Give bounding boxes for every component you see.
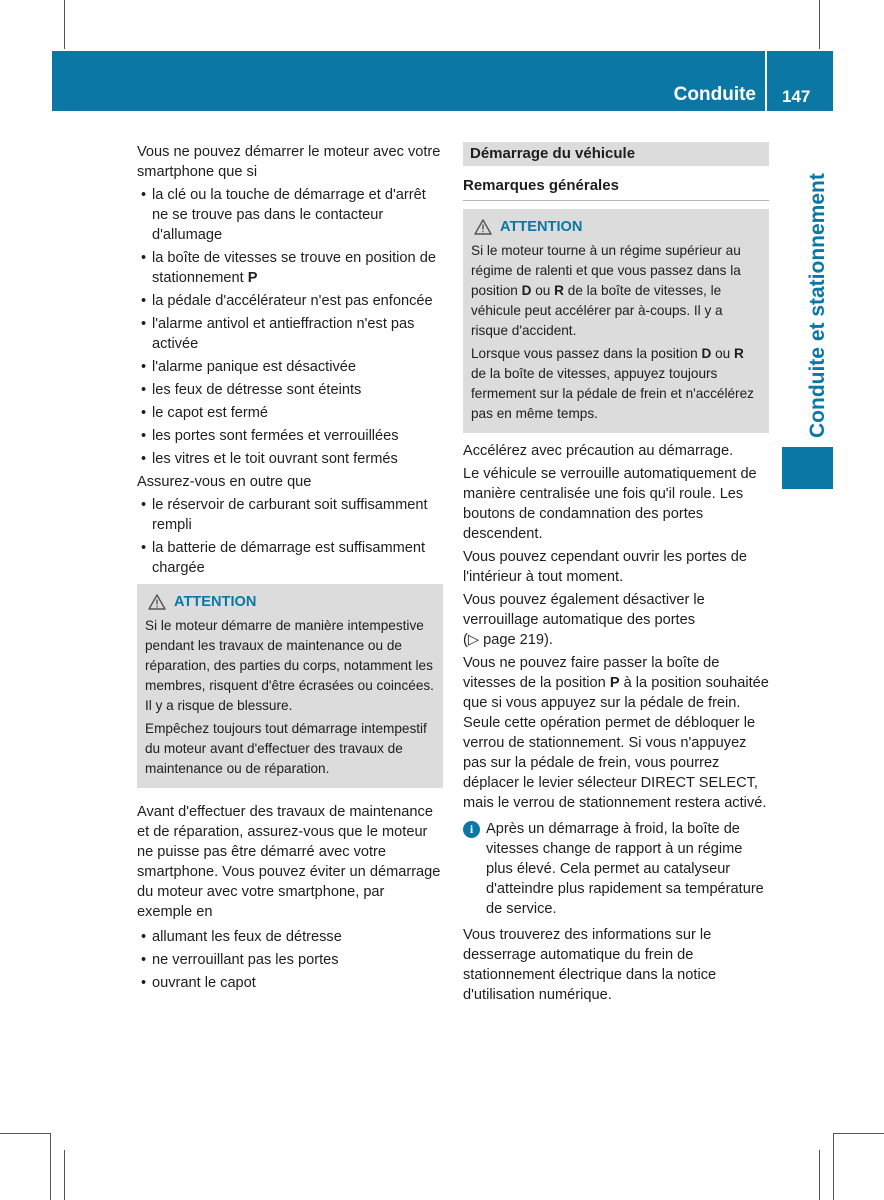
crop-mark <box>819 0 820 49</box>
methods-list <box>137 927 443 993</box>
conditions-list <box>137 185 443 469</box>
paragraph: Vous pouvez également désactiver le verrouillage automatique des portes <box>463 592 705 628</box>
list-item: • l'alarme antivol et antieffraction n'est pas activée <box>137 314 443 354</box>
warning-title: ATTENTION <box>500 219 583 235</box>
right-column <box>463 142 769 1008</box>
warning-heading <box>145 592 435 612</box>
info-icon: i <box>463 821 480 838</box>
list-item: • les feux de détresse sont éteints <box>137 380 443 400</box>
gear-p: P <box>247 270 258 286</box>
info-text: Après un démarrage à froid, la boîte de vitesses change de rapport à un régime plus élevé. Cela permet au catalyseur d'atteindre plus rapidement sa température de service. <box>486 821 764 917</box>
paragraph: Vous pouvez cependant ouvrir les portes de l'intérieur à tout moment. <box>463 549 747 585</box>
paragraph: Vous trouverez des informations sur le desserrage automatique du frein de stationnement électrique dans la notice d'utilisation numérique. <box>463 927 717 1003</box>
section-heading: Démarrage du véhicule <box>463 142 769 166</box>
list-item: • le capot est fermé <box>137 403 443 423</box>
section-title: Conduite <box>673 84 756 105</box>
info-note <box>463 819 769 919</box>
crop-mark <box>834 1133 884 1134</box>
list-item: • les portes sont fermées et verrouillées <box>137 426 443 446</box>
header-separator <box>765 51 767 111</box>
paragraph: Accélérez avec précaution au démarrage. <box>463 443 734 459</box>
crop-mark <box>819 1150 820 1200</box>
left-column <box>137 142 443 996</box>
warning-box <box>463 209 769 433</box>
crop-mark <box>833 1133 834 1200</box>
warning-text: Empêchez toujours tout démarrage intempestif du moteur avant d'effectuer des travaux de maintenance ou de réparation. <box>145 721 427 776</box>
warning-text: Si le moteur tourne à un régime supérieur au régime de ralenti et que vous passez dans la position D ou R de la boîte de vitesses, le véhicule peut accélérer par à-coups. Il y a risque d'accident. <box>471 243 741 338</box>
warning-triangle-icon <box>148 594 166 610</box>
subsection-heading: Remarques générales <box>463 176 769 201</box>
warning-text: Si le moteur démarre de manière intempestive pendant les travaux de maintenance ou de réparation, des parties du corps, notamment les membres, risquent d'être écrasées ou coincées. Il y a risque de blessure. <box>145 618 434 713</box>
list-item: • ouvrant le capot <box>137 973 443 993</box>
paragraph: Le véhicule se verrouille automatiquement de manière centralisée une fois qu'il roule. Les boutons de condamnation des portes descendent. <box>463 466 757 542</box>
paragraph: Avant d'effectuer des travaux de maintenance et de réparation, assurez-vous que le moteur ne puisse pas être démarré avec votre smartphone. Vous pouvez éviter un démarrage du moteur avec votre smartphone, par exemple en <box>137 804 441 920</box>
list-item: • ne verrouillant pas les portes <box>137 950 443 970</box>
chapter-side-label: Conduite et stationnement <box>806 173 829 438</box>
also-list <box>137 495 443 578</box>
warning-title: ATTENTION <box>174 594 257 610</box>
list-item: • l'alarme panique est désactivée <box>137 357 443 377</box>
list-item: • le réservoir de carburant soit suffisamment rempli <box>137 495 443 535</box>
list-item: • les vitres et le toit ouvrant sont fermés <box>137 449 443 469</box>
warning-box <box>137 584 443 788</box>
crop-mark <box>50 1133 51 1200</box>
intro-text: Vous ne pouvez démarrer le moteur avec votre smartphone que si <box>137 144 441 180</box>
side-tab-marker <box>782 447 833 489</box>
also-intro: Assurez-vous en outre que <box>137 474 312 490</box>
page-number: 147 <box>782 87 811 106</box>
warning-triangle-icon <box>474 219 492 235</box>
list-item: • la boîte de vitesses se trouve en position de stationnement P <box>137 248 443 288</box>
crop-mark <box>64 1150 65 1200</box>
list-item: • la pédale d'accélérateur n'est pas enfoncée <box>137 291 443 311</box>
crop-mark <box>0 1133 50 1134</box>
list-item: • la batterie de démarrage est suffisamment chargée <box>137 538 443 578</box>
list-item: • allumant les feux de détresse <box>137 927 443 947</box>
paragraph: Vous ne pouvez faire passer la boîte de vitesses de la position P à la position souhaitée que si vous appuyez sur la pédale de frein. Seule cette opération permet de débloquer le verrou de stationnement. Si vous n'appuyez pas sur la pédale de frein, vous pourrez déplacer le levier sélecteur DIRECT SELECT, mais le verrou de stationnement restera activé. <box>463 655 769 811</box>
list-item: • la clé ou la touche de démarrage et d'arrêt ne se trouve pas dans le contacteur d'allumage <box>137 185 443 245</box>
crop-mark <box>64 0 65 49</box>
warning-heading <box>471 217 761 237</box>
warning-text: Lorsque vous passez dans la position D ou R de la boîte de vitesses, appuyez toujours fermement sur la pédale de frein et n'accélérez pas en même temps. <box>471 346 754 421</box>
page-reference[interactable]: (▷ page 219). <box>463 632 553 648</box>
